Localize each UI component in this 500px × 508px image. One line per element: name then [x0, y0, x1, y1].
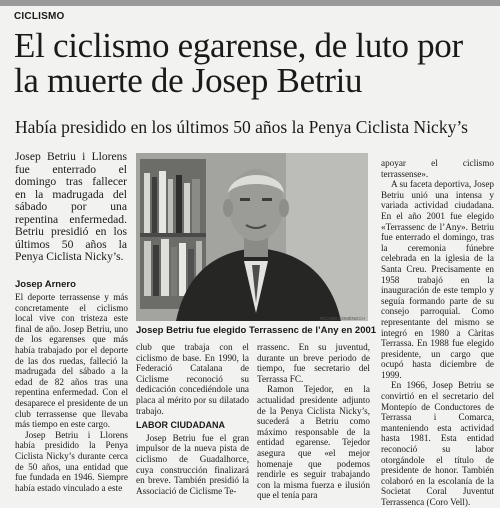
body-column-2: [136, 342, 249, 496]
byline: Josep Arnero: [15, 279, 76, 290]
headline: El ciclismo egarense, de luto por la muerte de Josep Betriu: [14, 26, 463, 100]
section-label: CICLISMO: [14, 11, 65, 22]
photo-caption: Josep Betriu fue elegido Terrassenc de l’Any en 2001: [136, 325, 377, 336]
subheadline: Había presidido en los últimos 50 años la Penya Ciclista Nicky’s: [15, 117, 468, 137]
col4-paragraph-1: apoyar el ciclismo terrassense».: [381, 158, 494, 179]
col1-paragraph-2: Josep Betriu i Llorens había presidido la Penya Ciclista Nicky’s durante cerca de 50 años, una entidad que fue fundada en 1946. Siempre había estado vinculado a este: [15, 429, 128, 493]
col1-paragraph-1: El deporte terrassense y más concretamente el ciclismo local vive con tristeza este final de año. Josep Betriu, uno de los egarenses que más había trabajado por el deporte de las dos ruedas, falleció la madrugada del sábado a la edad de 82 años tras una repentina enfermedad. Con el desaparece el presidente de un club terrassense que llevaba más tiempo en este cargo.: [15, 292, 128, 430]
col4-paragraph-2: A su faceta deportiva, Josep Betriu unió una intensa y variada actividad ciudadana. En el año 2001 fue elegido «Terrassenc de l’Any». Betriu fue enterrado el domingo, tras la ceremonia fúnebre celebrada en la iglesia de la Santa Creu. Precisamente en 1958 trabajó en la inauguración de este templo y seguía formando parte de su consejo parroquial. Como representante del mismo se integró en 1980 a Càritas Terrassa. En 1988 fue elegido presidente, un cargo que ocupó hasta diciembre de 1999.: [381, 179, 494, 380]
body-column-4: [381, 158, 494, 508]
body-column-3: [257, 342, 370, 501]
portrait-illustration: [136, 153, 368, 321]
body-column-1: [15, 292, 128, 493]
photo-credit: RICARD DOMÈNECH: [320, 316, 365, 321]
col3-paragraph-2: Ramon Tejedor, en la actualidad presidente adjunto de la Penya Ciclista Nicky’s, sucederá a Betriu como máximo responsable de la entidad egarense. Tejedor asegura que «el mejor homenaje que podemos rendirle es seguir trabajando con la misma fuerza e ilusión que el tenía para: [257, 384, 370, 501]
col3-paragraph-1: rrassenc. En su juventud, durante un breve periodo de tiempo, fue secretario del Terrassa FC.: [257, 342, 370, 384]
section-subtitle: LABOR CIUDADANA: [136, 420, 225, 431]
portrait-photo: [136, 153, 368, 321]
top-band: [0, 0, 500, 6]
lead-paragraph: Josep Betriu i Llorens fue enterrado el domingo tras fallecer en la madrugada del sábado por una repentina enfermedad. Betriu presidió en los últimos 50 años la Penya Ciclista Nicky’s.: [15, 150, 127, 263]
col2-paragraph-2: Josep Betriu fue el gran impulsor de la nueva pista de ciclismo de Guadalhorce, cuya construcción finalizará en breve. También presidió la Associació de Ciclisme Te-: [136, 432, 249, 496]
col2-paragraph-1: club que trabaja con el ciclismo de base. En 1990, la Federació Catalana de Ciclisme reconoció su dedicación concediéndole una placa al mérito por su dilatado trabajo.: [136, 342, 249, 416]
col4-paragraph-3: En 1966, Josep Betriu se convirtió en el secretario del Montepío de Conductores de Terrassa i Comarca, manteniendo esta actividad hasta 1981. Esta entidad reconoció su labor otorgándole el título de presidente de honor. También colaboró en la escolanía de la Societat Coral Juventut Terrassenca (Coro Vell).: [381, 380, 494, 507]
